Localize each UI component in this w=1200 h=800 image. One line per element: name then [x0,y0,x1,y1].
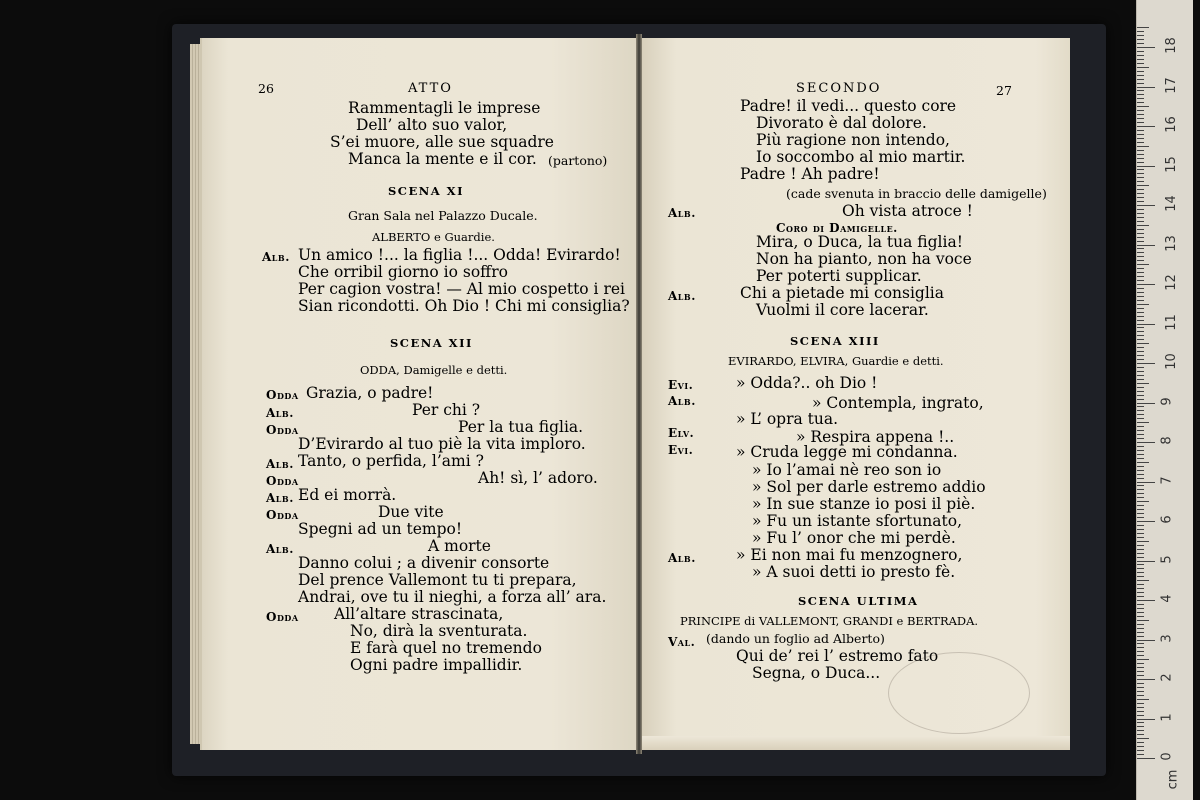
verse-line: S’ei muore, alle sue squadre [330,133,554,151]
chorus-line: Non ha pianto, non ha voce [756,250,972,268]
ruler-tick [1137,189,1144,190]
ruler-tick [1137,497,1144,498]
ruler-tick [1137,252,1144,253]
ruler-tick [1137,339,1144,340]
ruler-tick [1137,636,1144,637]
ruler-tick [1137,347,1144,348]
ruler-tick [1137,331,1144,332]
ruler-tick [1137,272,1144,273]
ruler-tick [1137,300,1144,301]
ruler-tick [1137,387,1144,388]
dialogue-line: Tanto, o perfida, l’ami ? [298,452,484,470]
ruler-tick [1137,541,1149,542]
ruler-tick [1137,640,1155,641]
ruler-tick [1137,525,1144,526]
dialogue-line: Ogni padre impallidir. [350,656,523,674]
ruler-tick [1137,628,1144,629]
ruler-tick [1137,505,1144,506]
speech-line: Che orribil giorno io soffro [298,263,508,281]
ruler-tick [1137,221,1144,222]
dialogue-line: Grazia, o padre! [306,384,434,402]
dialogue-line: Andrai, ove tu il nieghi, a forza all’ ara. [298,588,607,606]
speaker-label: Alb. [668,394,696,408]
ruler-unit: cm [1165,769,1181,790]
ruler-number: 16 [1163,116,1179,133]
ruler-tick [1137,284,1155,285]
verse-line: Dell’ alto suo valor, [356,116,508,134]
ruler-tick [1137,146,1149,147]
ruler-tick [1137,620,1149,621]
speaker-label: Val. [668,635,696,649]
speaker-label: Alb. [266,542,294,556]
ruler-tick [1137,659,1149,660]
ruler-number: 10 [1163,353,1179,370]
ruler-tick [1137,142,1144,143]
dialogue-line: » Io l’amai nè reo son io [752,461,942,479]
ruler-tick [1137,395,1144,396]
ruler-tick [1137,193,1144,194]
ruler-tick [1137,426,1144,427]
speech-line: Un amico !... la figlia !... Odda! Evirardo! [298,246,621,264]
ruler-tick [1137,568,1144,569]
dialogue-line: » Sol per darle estremo addio [752,478,986,496]
ruler-tick [1137,363,1155,364]
speaker-label: Alb. [668,551,696,565]
speaker-label: Evi. [668,443,694,457]
ruler-tick [1137,703,1144,704]
dialogue-line: Due vite [378,503,444,521]
verse-line: Rammentagli le imprese [348,99,541,117]
ruler-tick [1137,197,1144,198]
speech-line: Chi a pietade mi consiglia [740,284,945,302]
ruler-tick [1137,248,1144,249]
ruler-tick [1137,576,1144,577]
dialogue-line: E farà quel no tremendo [350,639,542,657]
chorus-line: Mira, o Duca, la tua figlia! [756,233,963,251]
ruler-tick [1137,237,1144,238]
dialogue-line: » Contempla, ingrato, [812,394,984,412]
ruler-tick [1137,355,1144,356]
ruler-tick [1137,572,1144,573]
scene-cast: PRINCIPE di VALLEMONT, GRANDI e BERTRADA. [680,614,979,628]
ruler-number: 1 [1159,712,1175,722]
ruler-tick [1137,87,1155,88]
speaker-label: Odda [266,610,299,624]
ruler-tick [1137,624,1144,625]
speaker-label: Evi. [668,378,694,392]
ruler-tick [1137,59,1144,60]
ruler-number: 3 [1159,633,1175,643]
ruler-tick [1137,564,1144,565]
ruler-tick [1137,51,1144,52]
ruler-tick [1137,758,1155,759]
ruler-tick [1137,537,1144,538]
ruler-tick [1137,612,1144,613]
ruler-tick [1137,616,1144,617]
speech-line: Sian ricondotti. Oh Dio ! Chi mi consiglia? [298,297,630,315]
ruler-tick [1137,43,1144,44]
ruler-tick [1137,150,1144,151]
scene-heading: SCENA XIII [790,334,880,348]
right-page-number: 27 [996,83,1012,98]
ruler-tick [1137,292,1144,293]
verse-line: Qui de’ rei l’ estremo fato [736,647,939,665]
ruler-tick [1137,225,1149,226]
dialogue-line: Del prence Vallemont tu ti prepara, [298,571,577,589]
speaker-label: Alb. [266,457,294,471]
ruler-number: 0 [1159,752,1175,761]
ruler-tick [1137,391,1144,392]
ruler-tick [1137,671,1144,672]
verse-line: Segna, o Duca... [752,664,881,682]
speaker-label: Alb. [668,289,696,303]
dialogue-line: Per chi ? [412,401,481,419]
ruler-tick [1137,434,1144,435]
ruler-tick [1137,462,1149,463]
ruler-tick [1137,375,1144,376]
speaker-label: Alb. [668,206,696,220]
chorus-label: Coro di Damigelle. [776,221,898,235]
ruler-tick [1137,561,1155,562]
ruler-tick [1137,296,1144,297]
dialogue-line: » Cruda legge mi condanna. [736,443,958,461]
scene-cast: ALBERTO e Guardie. [372,230,495,244]
speaker-label: Odda [266,508,299,522]
ruler-number: 11 [1163,313,1179,331]
ruler-tick [1137,478,1144,479]
ruler-tick [1137,181,1144,182]
ruler-tick [1137,260,1144,261]
ruler-number: 9 [1159,396,1175,406]
ruler-tick [1137,557,1144,558]
ruler-number: 2 [1159,673,1175,682]
ruler-number: 13 [1163,234,1179,252]
ruler-tick [1137,229,1144,230]
scene-cast: EVIRARDO, ELVIRA, Guardie e detti. [728,354,944,368]
ruler-tick [1137,213,1144,214]
ruler-tick [1137,335,1144,336]
library-stamp [888,652,1030,734]
ruler-tick [1137,604,1144,605]
verse-line: Padre! il vedi... questo core [740,97,957,115]
ruler-tick [1137,98,1144,99]
ruler-tick [1137,474,1144,475]
ruler-tick [1137,647,1144,648]
ruler-tick [1137,288,1144,289]
ruler-tick [1137,600,1155,601]
ruler-tick [1137,71,1144,72]
ruler-tick [1137,83,1144,84]
chorus-line: Per poterti supplicar. [756,267,922,285]
measuring-ruler [1136,0,1193,800]
ruler-tick [1137,316,1144,317]
ruler-tick [1137,320,1144,321]
dialogue-line: A morte [428,537,491,555]
speech-line: Per cagion vostra! — Al mio cospetto i rei [298,280,625,298]
ruler-tick [1137,173,1144,174]
verse-line: Manca la mente e il cor. [348,150,537,168]
stage-direction: (cade svenuta in braccio delle damigelle) [786,186,1047,201]
ruler-tick [1137,410,1144,411]
ruler-tick [1137,438,1144,439]
scene-heading: SCENA XII [390,336,473,350]
verse-line: Più ragione non intendo, [756,131,950,149]
ruler-tick [1137,450,1144,451]
dialogue-line: » In sue stanze io posi il piè. [752,495,976,513]
speaker-label: Alb. [262,250,290,264]
dialogue-line: Per la tua figlia. [458,418,584,436]
speech-line: Vuolmi il core lacerar. [756,301,929,319]
ruler-tick [1137,27,1149,28]
ruler-tick [1137,414,1144,415]
verse-line: Padre ! Ah padre! [740,165,880,183]
ruler-tick [1137,63,1144,64]
ruler-tick [1137,371,1144,372]
ruler-tick [1137,185,1149,186]
dialogue-line: » Respira appena !.. [796,428,955,446]
ruler-tick [1137,280,1144,281]
ruler-tick [1137,750,1144,751]
dialogue-line: » A suoi detti io presto fè. [752,563,956,581]
ruler-tick [1137,651,1144,652]
ruler-tick [1137,241,1144,242]
ruler-tick [1137,715,1144,716]
speaker-label: Alb. [266,491,294,505]
ruler-number: 14 [1163,195,1179,212]
verse-line: Divorato è dal dolore. [756,114,927,132]
ruler-tick [1137,549,1144,550]
ruler-tick [1137,106,1149,107]
ruler-number: 17 [1163,76,1179,94]
speaker-label: Odda [266,388,299,402]
ruler-number: 4 [1159,594,1175,603]
speaker-label: Elv. [668,426,695,440]
ruler-tick [1137,308,1144,309]
ruler-tick [1137,592,1144,593]
ruler-tick [1137,134,1144,135]
ruler-tick [1137,118,1144,119]
dialogue-line: Ah! sì, l’ adoro. [478,469,598,487]
ruler-tick [1137,643,1144,644]
dialogue-line: » Ei non mai fu menzognero, [736,546,963,564]
ruler-tick [1137,738,1149,739]
ruler-tick [1137,726,1144,727]
ruler-tick [1137,545,1144,546]
ruler-tick [1137,687,1144,688]
ruler-tick [1137,245,1155,246]
ruler-tick [1137,327,1144,328]
ruler-tick [1137,517,1144,518]
ruler-tick [1137,422,1149,423]
ruler-tick [1137,691,1144,692]
ruler-tick [1137,201,1144,202]
ruler-tick [1137,169,1144,170]
verse-line: Io soccombo al mio martir. [756,148,966,166]
ruler-tick [1137,35,1144,36]
dialogue-line: Spegni ad un tempo! [298,520,463,538]
ruler-number: 12 [1163,274,1179,291]
ruler-tick [1137,233,1144,234]
ruler-tick [1137,596,1144,597]
ruler-tick [1137,264,1149,265]
ruler-tick [1137,343,1149,344]
ruler-tick [1137,205,1155,206]
speaker-label: Odda [266,423,299,437]
dialogue-line: D’Evirardo al tuo piè la vita imploro. [298,435,586,453]
ruler-tick [1137,454,1144,455]
ruler-tick [1137,31,1144,32]
ruler-tick [1137,39,1144,40]
ruler-tick [1137,94,1144,95]
ruler-tick [1137,55,1144,56]
dialogue-line: » Odda?.. oh Dio ! [736,374,878,392]
ruler-tick [1137,177,1144,178]
ruler-tick [1137,304,1149,305]
ruler-tick [1137,707,1144,708]
ruler-tick [1137,138,1144,139]
ruler-tick [1137,217,1144,218]
ruler-tick [1137,458,1144,459]
ruler-tick [1137,406,1144,407]
ruler-tick [1137,719,1155,720]
ruler-tick [1137,399,1144,400]
dialogue-line: No, dirà la sventurata. [350,622,528,640]
ruler-tick [1137,679,1155,680]
ruler-tick [1137,584,1144,585]
speaker-label: Alb. [266,406,294,420]
ruler-tick [1137,608,1144,609]
ruler-tick [1137,489,1144,490]
right-running-head: SECONDO [796,81,882,96]
speaker-label: Odda [266,474,299,488]
ruler-tick [1137,430,1144,431]
ruler-tick [1137,166,1155,167]
ruler-number: 7 [1159,475,1175,485]
stage-direction: (partono) [548,153,608,168]
ruler-tick [1137,158,1144,159]
ruler-tick [1137,268,1144,269]
ruler-tick [1137,746,1144,747]
ruler-tick [1137,130,1144,131]
ruler-tick [1137,521,1155,522]
ruler-tick [1137,114,1144,115]
ruler-tick [1137,110,1144,111]
ruler-tick [1137,379,1144,380]
ruler-tick [1137,256,1144,257]
dialogue-line: » L’ opra tua. [736,410,839,428]
ruler-tick [1137,442,1155,443]
ruler-tick [1137,154,1144,155]
ruler-tick [1137,47,1155,48]
ruler-tick [1137,533,1144,534]
ruler-tick [1137,493,1144,494]
scene-setting: Gran Sala nel Palazzo Ducale. [348,208,538,223]
ruler-tick [1137,730,1144,731]
dialogue-line: Ed ei morrà. [298,486,397,504]
ruler-number: 8 [1159,436,1175,445]
ruler-tick [1137,359,1144,360]
ruler-number: 5 [1159,554,1175,564]
ruler-tick [1137,102,1144,103]
ruler-tick [1137,699,1149,700]
ruler-tick [1137,734,1144,735]
ruler-tick [1137,553,1144,554]
ruler-tick [1137,485,1144,486]
ruler-tick [1137,209,1144,210]
ruler-tick [1137,711,1144,712]
ruler-tick [1137,312,1144,313]
scene-cast: ODDA, Damigelle e detti. [360,363,508,377]
ruler-tick [1137,482,1155,483]
ruler-tick [1137,675,1144,676]
ruler-tick [1137,632,1144,633]
ruler-tick [1137,122,1144,123]
ruler-tick [1137,509,1144,510]
ruler-tick [1137,683,1144,684]
left-running-head: ATTO [408,81,453,96]
ruler-tick [1137,126,1155,127]
ruler-number: 6 [1159,515,1175,524]
ruler-tick [1137,446,1144,447]
ruler-tick [1137,90,1144,91]
dialogue-line: Danno colui ; a divenir consorte [298,554,550,572]
ruler-tick [1137,162,1144,163]
ruler-tick [1137,324,1155,325]
ruler-tick [1137,67,1149,68]
ruler-tick [1137,722,1144,723]
ruler-tick [1137,529,1144,530]
ruler-tick [1137,470,1144,471]
stage-direction: (dando un foglio ad Alberto) [706,631,885,646]
dialogue-line: All’altare strascinata, [334,605,504,623]
ruler-tick [1137,501,1149,502]
ruler-number: 15 [1163,155,1179,173]
ruler-tick [1137,742,1144,743]
scene-heading: SCENA ULTIMA [798,594,919,608]
ruler-tick [1137,351,1144,352]
ruler-tick [1137,513,1144,514]
ruler-tick [1137,75,1144,76]
ruler-tick [1137,79,1144,80]
ruler-tick [1137,580,1149,581]
dialogue-line: » Fu un istante sfortunato, [752,512,963,530]
ruler-tick [1137,588,1144,589]
ruler-tick [1137,403,1155,404]
ruler-tick [1137,383,1149,384]
ruler-tick [1137,667,1144,668]
ruler-tick [1137,367,1144,368]
ruler-number: 18 [1163,37,1179,54]
ruler-tick [1137,655,1144,656]
dialogue-line: » Fu l’ onor che mi perdè. [752,529,956,547]
ruler-tick [1137,695,1144,696]
speech-line: Oh vista atroce ! [842,202,973,220]
ruler-tick [1137,754,1144,755]
ruler-tick [1137,418,1144,419]
scene-heading: SCENA XI [388,184,464,198]
ruler-tick [1137,663,1144,664]
ruler-tick [1137,276,1144,277]
left-page-number: 26 [258,81,274,96]
ruler-tick [1137,466,1144,467]
